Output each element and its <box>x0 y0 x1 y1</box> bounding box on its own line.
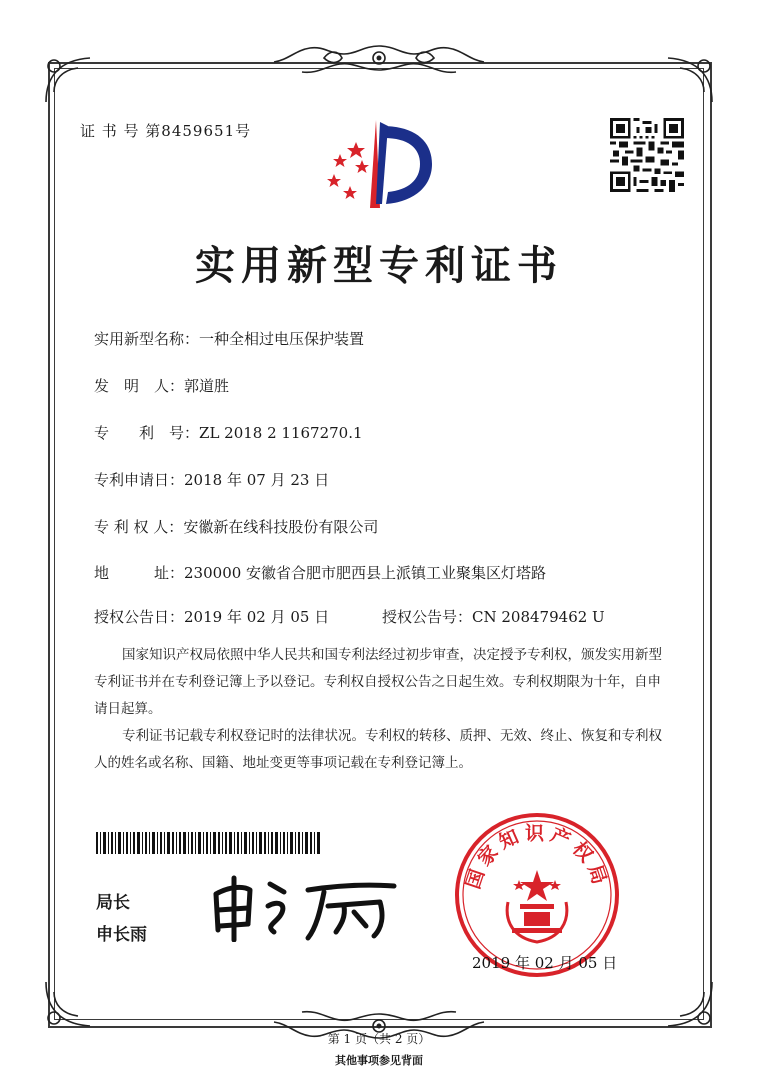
inventor-value: 郭道胜 <box>184 377 230 395</box>
filing-date-label: 专利申请日： <box>94 471 185 489</box>
filing-date-value: 2018 年 07 月 23 日 <box>184 471 330 489</box>
grant-date-row <box>94 606 329 627</box>
address-label: 地 址： <box>94 564 185 582</box>
corner-ornament <box>40 976 96 1032</box>
patentee-label: 专 利 权 人： <box>94 518 184 536</box>
body-paragraph: 专利证书记载专利权登记时的法律状况。专利权的转移、质押、无效、终止、恢复和专利权人的姓名或名称、国籍、地址变更等事项记载在专利登记簿上。 <box>94 728 662 771</box>
address-value: 230000 安徽省合肥市肥西县上派镇工业聚集区灯塔路 <box>184 564 547 582</box>
corner-ornament <box>662 52 718 108</box>
utility-model-name-row <box>94 328 364 349</box>
patentee-row <box>94 516 378 537</box>
seal-date: 2019 年 02 月 05 日 <box>472 954 618 972</box>
filing-date-row <box>94 469 329 490</box>
director-name: 申长雨 <box>96 925 147 945</box>
qr-code <box>610 118 684 192</box>
director-title: 局长 <box>96 893 130 913</box>
grant-number-row <box>382 606 605 627</box>
utility-model-name-value: 一种全相过电压保护装置 <box>199 330 365 348</box>
utility-model-name-label: 实用新型名称： <box>94 330 200 348</box>
page-number: 第 1 页（共 2 页） <box>327 1032 431 1046</box>
certificate-number: 证 书 号 第8459651号 <box>80 122 252 140</box>
footer-note: 其他事项参见背面 <box>335 1054 423 1067</box>
patent-number-label: 专 利 号： <box>94 424 200 442</box>
seal-text: 国家知识产权局 <box>462 822 612 892</box>
certificate-title: 实用新型专利证书 <box>195 242 563 289</box>
inventor-label: 发 明 人： <box>94 377 185 395</box>
grant-date-label: 授权公告日： <box>94 608 185 626</box>
grant-number-value: CN 208479462 U <box>472 608 605 626</box>
address-row <box>94 562 546 583</box>
patentee-value: 安徽新在线科技股份有限公司 <box>183 518 379 536</box>
inventor-row <box>94 375 229 396</box>
corner-ornament <box>662 976 718 1032</box>
barcode <box>96 832 321 854</box>
certificate-body <box>94 642 674 777</box>
grant-date-value: 2019 年 02 月 05 日 <box>184 608 330 626</box>
top-ornament <box>264 40 494 80</box>
body-paragraph: 国家知识产权局依照中华人民共和国专利法经过初步审查，决定授予专利权，颁发实用新型专利证书并在专利登记簿上予以登记。专利权自授权公告之日起生效。专利权期限为十年，自申请日起算。 <box>94 647 662 717</box>
director-signature <box>204 872 404 942</box>
corner-ornament <box>40 52 96 108</box>
grant-number-label: 授权公告号： <box>382 608 473 626</box>
patent-number-value: ZL 2018 2 1167270.1 <box>199 424 363 442</box>
patent-office-logo <box>316 112 442 216</box>
patent-number-row <box>94 422 363 443</box>
